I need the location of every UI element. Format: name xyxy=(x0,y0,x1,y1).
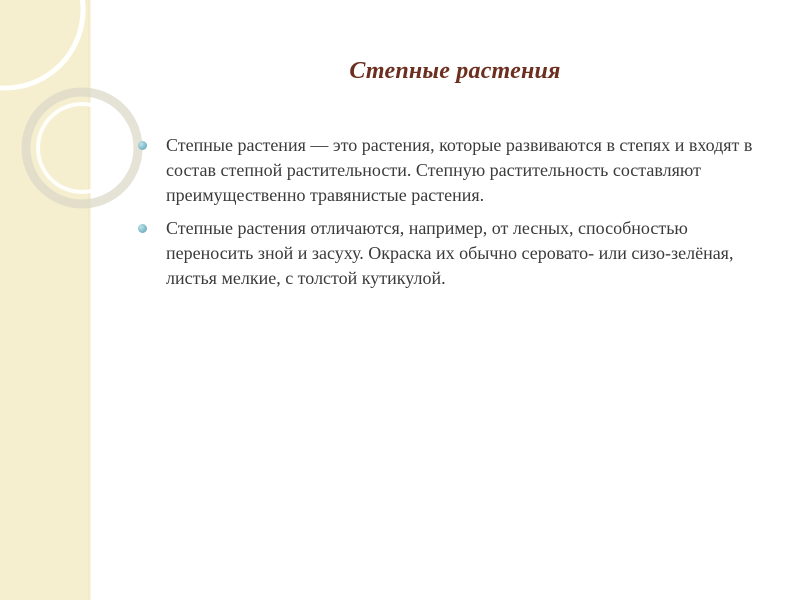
bullet-text: Степные растения отличаются, например, от лесных, способностью переносить зной и засуху. Окраска их обычно серовато- или сизо-зелёная, листья мелкие, с толстой кутикулой. xyxy=(166,218,734,288)
bullet-item xyxy=(138,216,758,291)
bullet-dot-icon xyxy=(138,224,147,233)
medium-ring-inner xyxy=(38,104,126,192)
medium-ring-outer xyxy=(26,92,138,204)
slide-title: Степные растения xyxy=(349,58,561,84)
small-ring xyxy=(98,40,142,84)
bullet-item xyxy=(138,133,758,208)
bullet-dot-icon xyxy=(138,141,147,150)
bullet-text: Степные растения — это растения, которые развиваются в степях и входят в состав степной растительности. Степную растительность составляют преимущественно травянистые растения. xyxy=(166,135,753,205)
bullet-list xyxy=(138,133,758,299)
large-ring xyxy=(0,0,83,88)
